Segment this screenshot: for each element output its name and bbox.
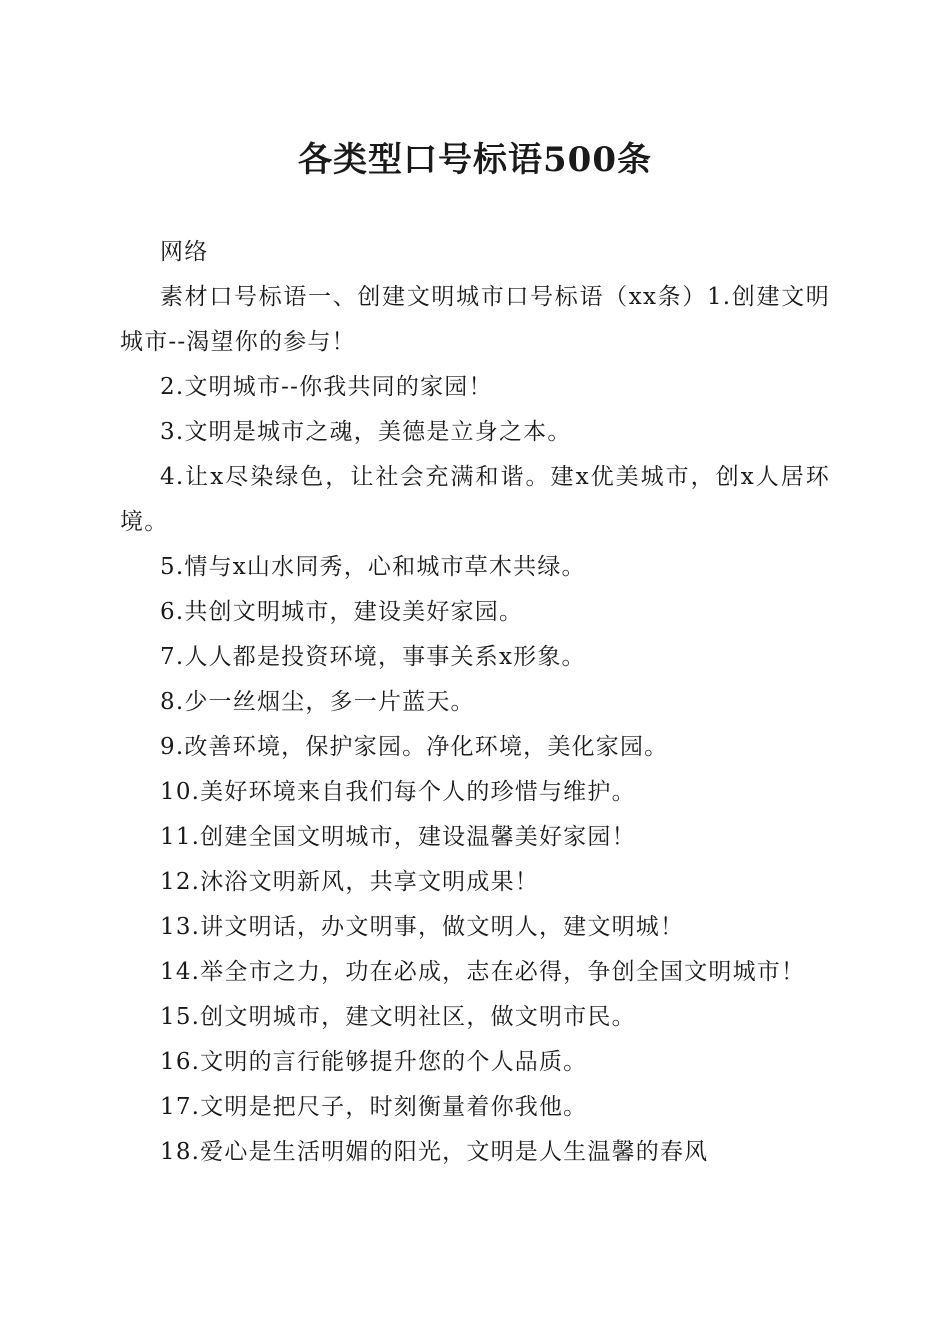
- paragraph: 6.共创文明城市，建设美好家园。: [160, 599, 524, 625]
- paragraph: 11.创建全国文明城市，建设温馨美好家园！: [160, 824, 636, 850]
- paragraph: 8.少一丝烟尘，多一片蓝天。: [160, 689, 475, 715]
- paragraph: 9.改善环境，保护家园。净化环境，美化家园。: [160, 734, 669, 760]
- paragraph: 2.文明城市--你我共同的家园！: [160, 374, 493, 400]
- paragraph: 17.文明是把尺子，时刻衡量着你我他。: [160, 1094, 588, 1120]
- paragraph: 15.创文明城市，建文明社区，做文明市民。: [160, 1004, 636, 1030]
- paragraph: 12.沐浴文明新风，共享文明成果！: [160, 869, 539, 895]
- paragraph: 网络: [160, 239, 209, 265]
- document-body: [120, 230, 830, 1175]
- paragraph: 素材口号标语一、创建文明城市口号标语（xx条）1.创建文明城市--渴望你的参与！: [120, 284, 830, 355]
- paragraph: 16.文明的言行能够提升您的个人品质。: [160, 1049, 588, 1075]
- paragraph: 4.让x尽染绿色，让社会充满和谐。建x优美城市，创x人居环境。: [120, 464, 830, 535]
- paragraph: 10.美好环境来自我们每个人的珍惜与维护。: [160, 779, 636, 805]
- paragraph: 13.讲文明话，办文明事，做文明人，建文明城！: [160, 914, 685, 940]
- paragraph: 14.举全市之力，功在必成，志在必得，争创全国文明城市！: [160, 959, 806, 985]
- paragraph: 3.文明是城市之魂，美德是立身之本。: [160, 419, 572, 445]
- paragraph: 18.爱心是生活明媚的阳光，文明是人生温馨的春风: [160, 1139, 709, 1165]
- paragraph: 5.情与x山水同秀，心和城市草木共绿。: [160, 554, 586, 580]
- paragraph: 7.人人都是投资环境，事事关系x形象。: [160, 644, 586, 670]
- document-title: 各类型口号标语500条: [298, 140, 652, 180]
